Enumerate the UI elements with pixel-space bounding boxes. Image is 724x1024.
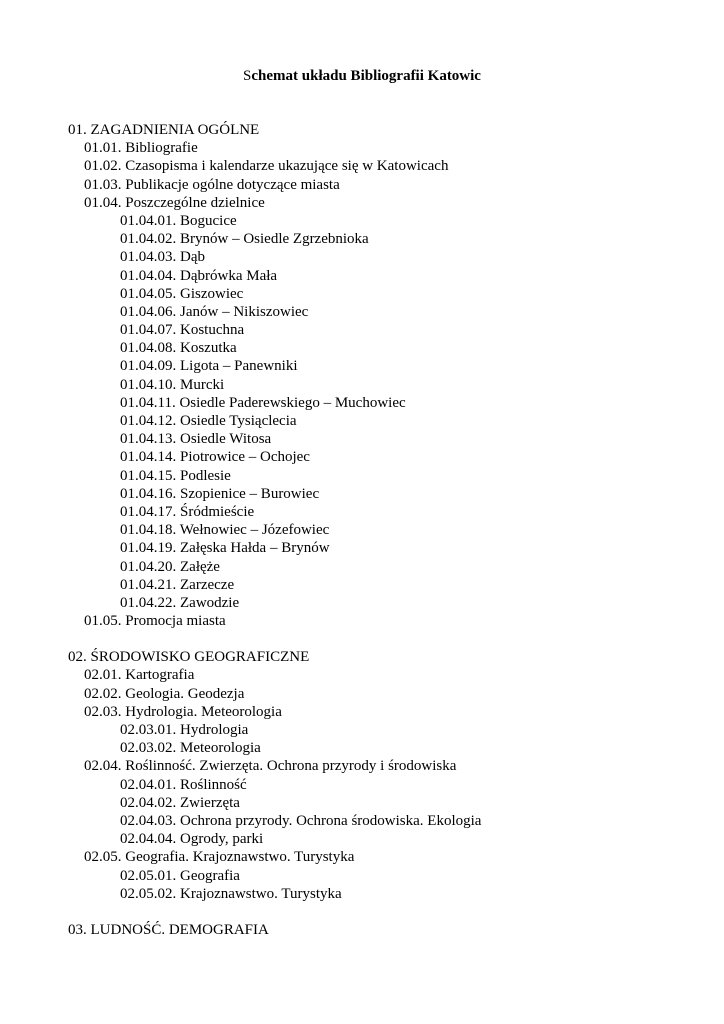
subsubsection-item: 02.03.01. Hydrologia xyxy=(120,722,249,738)
section-heading: 01. ZAGADNIENIA OGÓLNE xyxy=(68,122,260,138)
subsubsection-item: 01.04.01. Bogucice xyxy=(120,212,237,229)
subsubsection-item: 02.03.02. Meteorologia xyxy=(120,740,261,757)
subsection-item: 02.03. Hydrologia. Meteorologia xyxy=(84,703,282,720)
subsection-item: 01.04. Poszczególne dzielnice xyxy=(84,194,265,211)
subsubsection-item: 01.04.08. Koszutka xyxy=(120,340,237,357)
section-heading: 02. ŚRODOWISKO GEOGRAFICZNE xyxy=(68,649,310,666)
subsubsection-item: 01.04.19. Załęska Hałda – Brynów xyxy=(120,540,330,557)
subsubsection-item: 02.04.03. Ochrona przyrody. Ochrona środowiska. Ekologia xyxy=(120,812,482,829)
subsubsection-item: 01.04.12. Osiedle Tysiąclecia xyxy=(120,413,297,429)
section-spacer xyxy=(68,903,708,921)
subsubsection-item: 01.04.06. Janów – Nikiszowiec xyxy=(120,303,309,320)
subsubsection-item: 01.04.09. Ligota – Panewniki xyxy=(120,358,298,375)
subsubsection-item: 01.04.20. Załęże xyxy=(120,558,220,575)
subsubsection-item: 02.05.02. Krajoznawstwo. Turystyka xyxy=(120,885,342,902)
subsubsection-item: 02.04.02. Zwierzęta xyxy=(120,794,240,811)
title-text: chemat układu Bibliografii Katowic xyxy=(251,68,481,84)
subsubsection-item: 01.04.21. Zarzecze xyxy=(120,576,235,593)
classification-scheme xyxy=(68,121,708,939)
page-title xyxy=(0,66,724,86)
subsubsection-item: 01.04.10. Murcki xyxy=(120,376,225,393)
subsubsection-item: 01.04.11. Osiedle Paderewskiego – Muchowiec xyxy=(120,394,406,411)
subsection-item: 01.03. Publikacje ogólne dotyczące miasta xyxy=(84,176,340,193)
subsection-item: 01.02. Czasopisma i kalendarze ukazujące się w Katowicach xyxy=(84,158,449,175)
subsubsection-item: 01.04.14. Piotrowice – Ochojec xyxy=(120,449,310,466)
subsubsection-item: 02.04.01. Roślinność xyxy=(120,776,247,793)
subsection-item: 02.02. Geologia. Geodezja xyxy=(84,685,245,702)
subsection-item: 02.01. Kartografia xyxy=(84,667,195,684)
title-initial: S xyxy=(243,68,252,84)
subsubsection-item: 01.04.13. Osiedle Witosa xyxy=(120,431,272,448)
subsubsection-item: 01.04.16. Szopienice – Burowiec xyxy=(120,485,320,502)
section-spacer xyxy=(68,630,708,648)
subsubsection-item: 01.04.02. Brynów – Osiedle Zgrzebnioka xyxy=(120,231,369,248)
subsubsection-item: 01.04.05. Giszowiec xyxy=(120,285,244,302)
subsection-item: 01.01. Bibliografie xyxy=(84,140,198,157)
subsubsection-item: 01.04.07. Kostuchna xyxy=(120,322,245,339)
subsubsection-item: 01.04.15. Podlesie xyxy=(120,467,231,484)
subsection-item: 02.05. Geografia. Krajoznawstwo. Turystyka xyxy=(84,849,355,866)
subsubsection-item: 01.04.03. Dąb xyxy=(120,249,205,266)
subsubsection-item: 02.04.04. Ogrody, parki xyxy=(120,831,264,848)
subsection-item: 01.05. Promocja miasta xyxy=(84,613,226,630)
subsubsection-item: 02.05.01. Geografia xyxy=(120,867,240,884)
subsubsection-item: 01.04.04. Dąbrówka Mała xyxy=(120,267,278,284)
subsubsection-item: 01.04.22. Zawodzie xyxy=(120,594,240,611)
subsubsection-item: 01.04.17. Śródmieście xyxy=(120,503,255,520)
section-heading: 03. LUDNOŚĆ. DEMOGRAFIA xyxy=(68,921,269,938)
subsubsection-item: 01.04.18. Wełnowiec – Józefowiec xyxy=(120,522,330,539)
subsection-item: 02.04. Roślinność. Zwierzęta. Ochrona przyrody i środowiska xyxy=(84,758,457,775)
